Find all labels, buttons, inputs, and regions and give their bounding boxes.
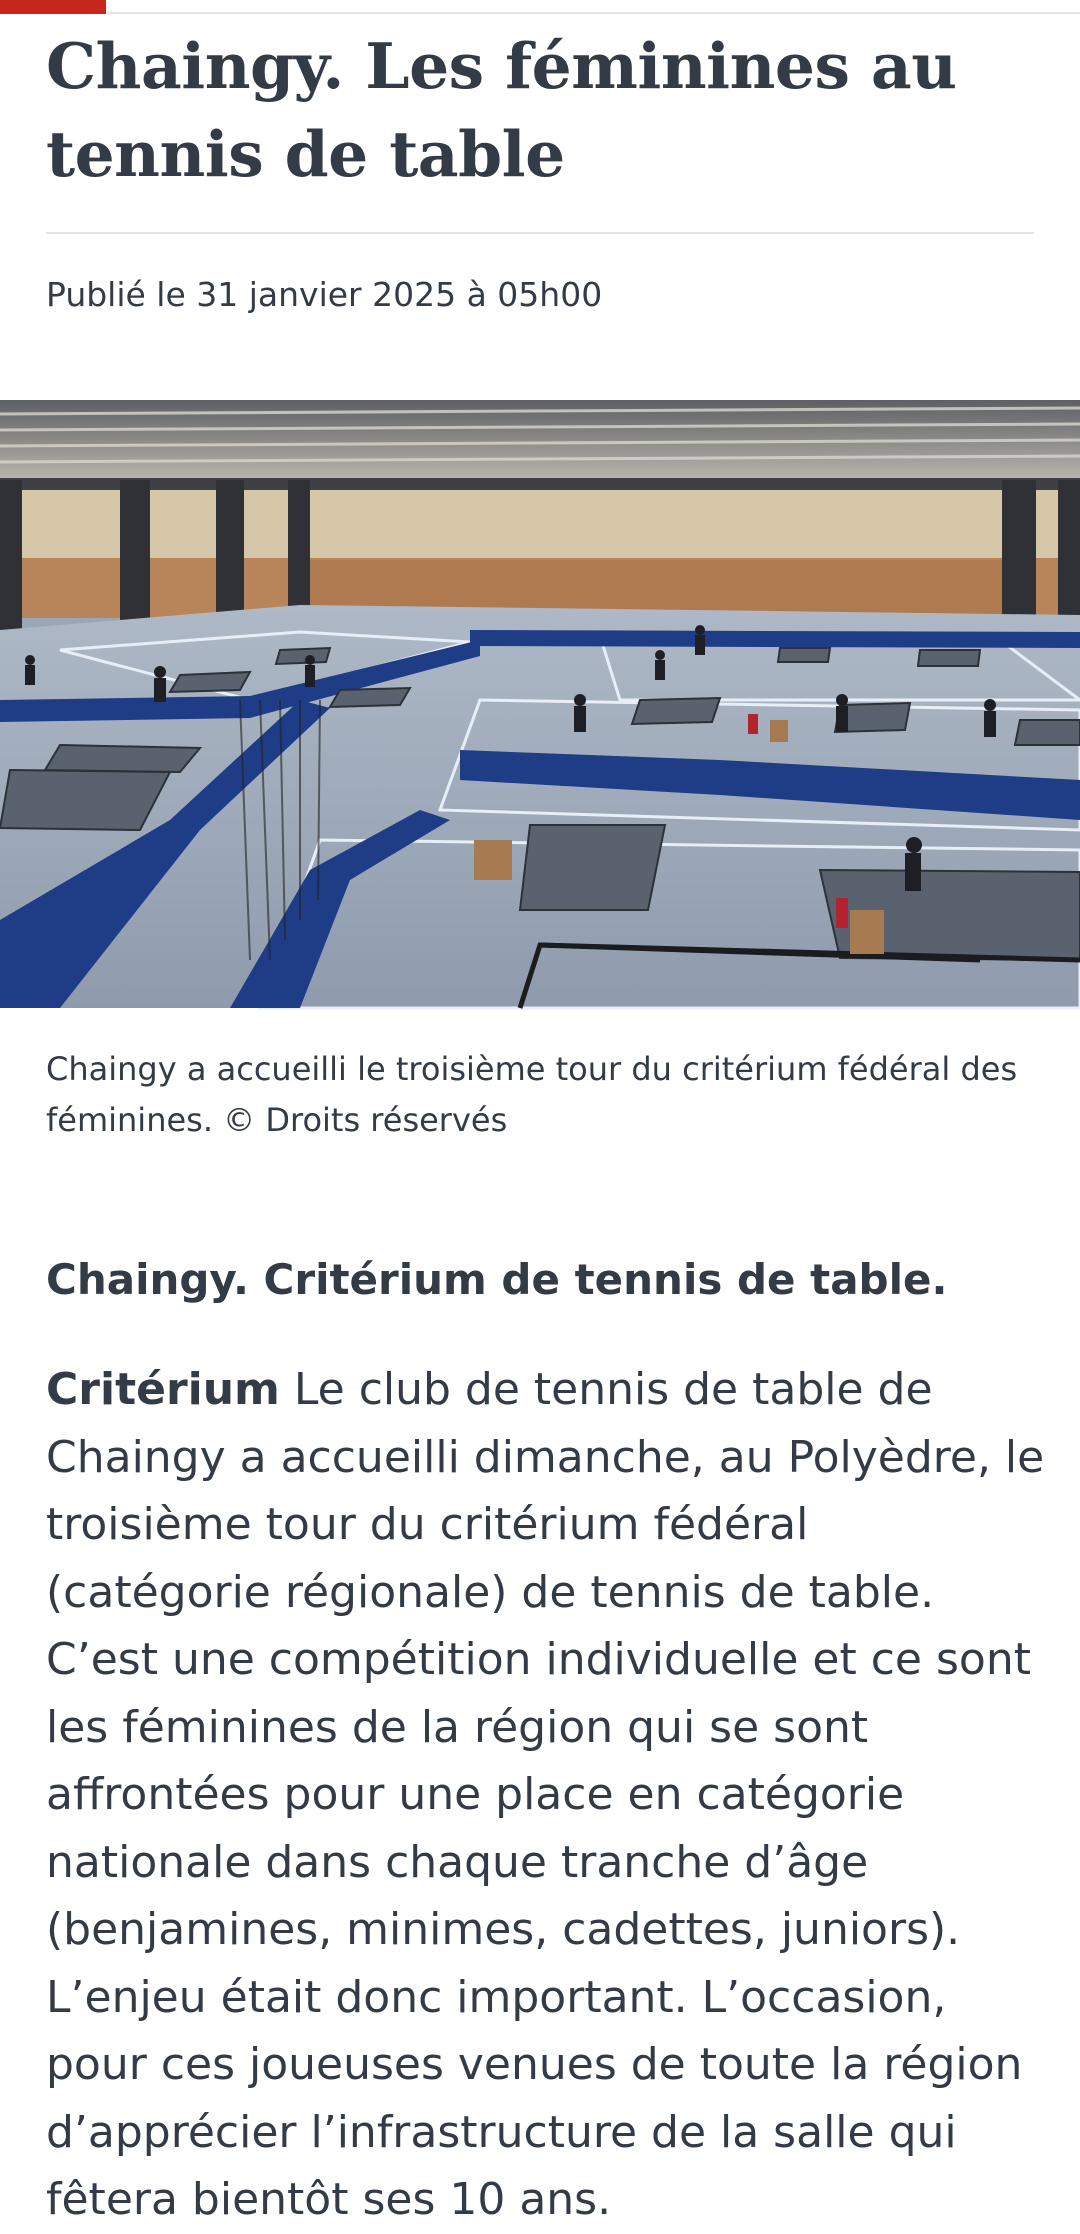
table-tennis-hall-illustration: [0, 400, 1080, 1008]
body-lead-keyword: Critérium: [46, 1364, 280, 1415]
title-divider: [46, 232, 1034, 234]
article-photo[interactable]: [0, 400, 1080, 1008]
article-body: [46, 1356, 1046, 2234]
body-paragraph: Le club de tennis de table de Chaingy a accueilli dimanche, au Polyèdre, le troisième tour du critérium fédéral (catégorie régionale) de tennis de table. C’est une compétition individuelle et ce sont les féminines de la région qui se sont affrontées pour une place en catégorie nationale dans chaque tranche d’âge (benjamines, minimes, cadettes, juniors). L’enjeu était donc important. L’occasion, pour ces joueuses venues de toute la région d’apprécier l’infrastructure de la salle qui fêtera bientôt ses 10 ans.: [46, 1364, 1045, 2225]
photo-caption: Chaingy a accueilli le troisième tour du critérium fédéral des féminines. © Droits réservés: [46, 1050, 1018, 1139]
article-subtitle: Chaingy. Critérium de tennis de table.: [46, 1255, 948, 1304]
reading-progress-fill: [0, 0, 106, 14]
article-title: Chaingy. Les féminines au tennis de table: [46, 29, 957, 191]
reading-progress-bar: [0, 0, 1080, 14]
publication-date: Publié le 31 janvier 2025 à 05h00: [46, 275, 603, 314]
